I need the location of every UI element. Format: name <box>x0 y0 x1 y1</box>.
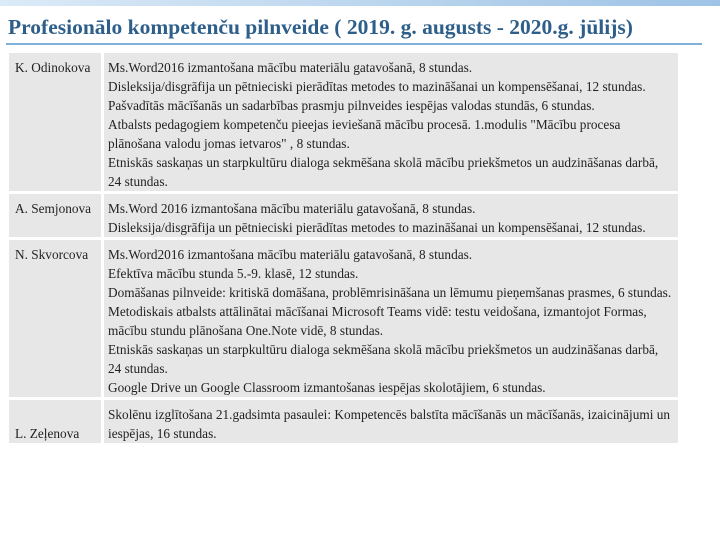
course-item: Ms.Word2016 izmantošana mācību materiālu gatavošanā, 8 stundas. <box>108 60 473 75</box>
title-divider <box>6 43 702 45</box>
course-list <box>104 240 678 397</box>
course-item: Skolēnu izglītošana 21.gadsimta pasaulei: Kompetencēs balstīta mācīšanās un mācīšanās, izaicinājumi un iespējas, 16 stundas. <box>108 407 671 441</box>
course-item: Efektīva mācību stunda 5.-9. klasē, 12 stundas. <box>108 266 359 281</box>
course-item: Disleksija/disgrāfija un pētnieciski pierādītas metodes to mazināšanai un kompensēšanai, 12 stundas. <box>108 79 646 94</box>
course-item: Ms.Word 2016 izmantošana mācību materiālu gatavošanā, 8 stundas. <box>108 201 476 216</box>
courses-table <box>9 50 678 446</box>
top-accent-line <box>0 0 720 6</box>
course-item: Pašvadītās mācīšanās un sadarbības prasmju pilnveides iespējas valodas stundās, 6 stundas. <box>108 98 595 113</box>
table-row <box>9 53 678 191</box>
course-item: Disleksija/disgrāfija un pētnieciski pierādītas metodes to mazināšanai un kompensēšanai, 12 stundas. <box>108 220 646 235</box>
course-list <box>104 194 678 237</box>
page-title: Profesionālo kompetenču pilnveide ( 2019. g. augusts - 2020.g. jūlijs) <box>8 15 633 39</box>
course-item: Etniskās saskaņas un starpkultūru dialoga sekmēšana skolā mācību priekšmetos un audzināšanas darbā, 24 stundas. <box>108 342 659 376</box>
table-row <box>9 400 678 443</box>
teacher-name: A. Semjonova <box>9 194 104 237</box>
course-item: Ms.Word2016 izmantošana mācību materiālu gatavošanā, 8 stundas. <box>108 247 473 262</box>
course-item: Domāšanas pilnveide: kritiskā domāšana, problēmrisināšana un lēmumu pieņemšanas prasmes, 6 stundas. <box>108 285 672 300</box>
teacher-name: K. Odinokova <box>9 53 104 191</box>
course-item: Metodiskais atbalsts attālinātai mācīšanai Microsoft Teams vidē: testu veidošana, izmantojot Formas, mācību stundu plānošana One.Note vidē, 8 stundas. <box>108 304 647 338</box>
table-row <box>9 240 678 397</box>
table-row <box>9 194 678 237</box>
course-item: Google Drive un Google Classroom izmantošanas iespējas skolotājiem, 6 stundas. <box>108 380 546 395</box>
teacher-name: L. Zeļenova <box>9 400 104 443</box>
course-item: Atbalsts pedagogiem kompetenču pieejas ieviešanā mācību procesā. 1.modulis "Mācību procesa plānošana valodu jomas ietvaros" , 8 stundas. <box>108 117 621 151</box>
course-list <box>104 53 678 191</box>
course-list <box>104 400 678 443</box>
course-item: Etniskās saskaņas un starpkultūru dialoga sekmēšana skolā mācību priekšmetos un audzināšanas darbā, 24 stundas. <box>108 155 659 189</box>
teacher-name: N. Skvorcova <box>9 240 104 397</box>
